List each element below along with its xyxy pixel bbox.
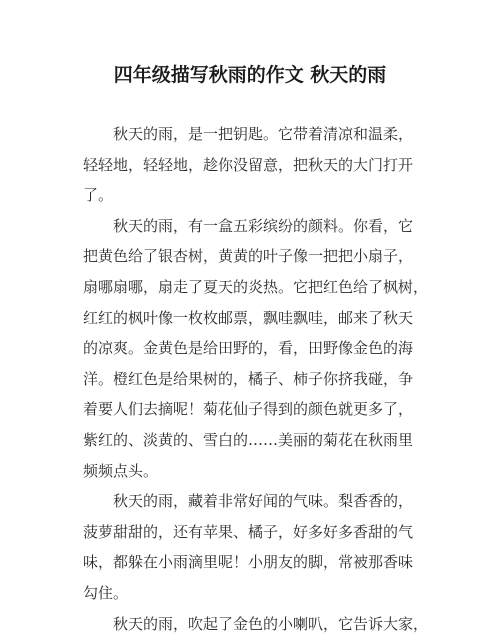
document-title: 四年级描写秋雨的作文 秋天的雨 (0, 62, 500, 88)
text-line: 秋天的雨，吹起了金色的小喇叭，它告诉大家， (83, 609, 423, 639)
text-line: 秋天的雨，藏着非常好闻的气味。梨香香的， (83, 486, 423, 517)
text-line: 味，都躲在小雨滴里呢！小朋友的脚，常被那香味 (83, 547, 423, 578)
article-body (83, 119, 423, 639)
text-line: 把黄色给了银杏树，黄黄的叶子像一把把小扇子， (83, 241, 423, 272)
text-line: 红红的枫叶像一枚枚邮票，飘哇飘哇，邮来了秋天 (83, 303, 423, 334)
text-line: 勾住。 (83, 578, 423, 609)
text-line: 频频点头。 (83, 456, 423, 487)
paragraph-2 (83, 211, 423, 486)
text-line: 紫红的、淡黄的、雪白的……美丽的菊花在秋雨里 (83, 425, 423, 456)
text-line: 秋天的雨，是一把钥匙。它带着清凉和温柔， (83, 119, 423, 150)
text-line: 的凉爽。金黄色是给田野的，看，田野像金色的海 (83, 333, 423, 364)
paragraph-1 (83, 119, 423, 211)
text-line: 菠萝甜甜的，还有苹果、橘子，好多好多香甜的气 (83, 517, 423, 548)
text-line: 扇哪扇哪，扇走了夏天的炎热。它把红色给了枫树， (83, 272, 423, 303)
paragraph-3 (83, 486, 423, 608)
paragraph-4 (83, 609, 423, 639)
text-line: 轻轻地，轻轻地，趁你没留意，把秋天的大门打开 (83, 150, 423, 181)
text-line: 洋。橙红色是给果树的，橘子、柿子你挤我碰，争 (83, 364, 423, 395)
text-line: 了。 (83, 180, 423, 211)
text-line: 秋天的雨，有一盒五彩缤纷的颜料。你看，它 (83, 211, 423, 242)
text-line: 着要人们去摘呢！菊花仙子得到的颜色就更多了， (83, 394, 423, 425)
